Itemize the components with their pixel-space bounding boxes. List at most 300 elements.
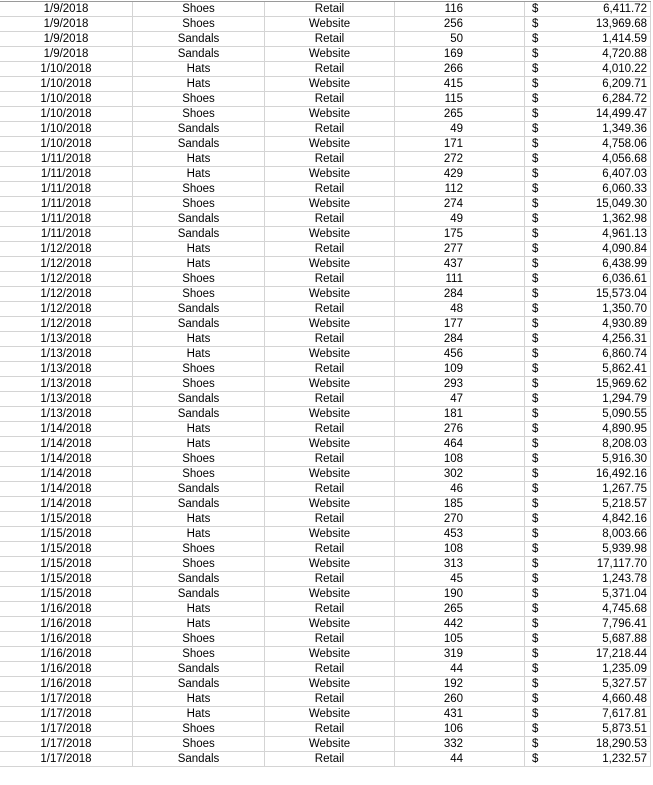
date-cell[interactable]: 1/13/2018 bbox=[0, 407, 133, 421]
date-cell[interactable]: 1/12/2018 bbox=[0, 257, 133, 271]
channel-cell[interactable]: Website bbox=[265, 707, 395, 721]
date-cell[interactable]: 1/12/2018 bbox=[0, 272, 133, 286]
date-cell[interactable]: 1/12/2018 bbox=[0, 287, 133, 301]
date-cell[interactable]: 1/14/2018 bbox=[0, 452, 133, 466]
table-row bbox=[0, 92, 651, 107]
currency-symbol: $ bbox=[532, 468, 539, 480]
product-cell[interactable]: Shoes bbox=[133, 632, 265, 646]
amount-cell[interactable] bbox=[525, 197, 651, 211]
currency-symbol: $ bbox=[532, 633, 539, 645]
units-cell[interactable]: 429 bbox=[395, 167, 525, 181]
date-cell[interactable]: 1/15/2018 bbox=[0, 557, 133, 571]
units-cell[interactable]: 272 bbox=[395, 152, 525, 166]
amount-value: 6,411.72 bbox=[603, 3, 647, 15]
amount-cell[interactable] bbox=[525, 362, 651, 376]
date-cell[interactable]: 1/10/2018 bbox=[0, 62, 133, 76]
units-cell[interactable]: 48 bbox=[395, 302, 525, 316]
units-cell[interactable]: 319 bbox=[395, 647, 525, 661]
amount-cell[interactable] bbox=[525, 137, 651, 151]
channel-cell[interactable]: Website bbox=[265, 557, 395, 571]
product-cell[interactable]: Hats bbox=[133, 602, 265, 616]
amount-cell[interactable] bbox=[525, 227, 651, 241]
amount-cell[interactable] bbox=[525, 512, 651, 526]
product-cell[interactable]: Hats bbox=[133, 527, 265, 541]
amount-cell[interactable] bbox=[525, 17, 651, 31]
units-cell[interactable]: 44 bbox=[395, 662, 525, 676]
product-cell[interactable]: Shoes bbox=[133, 737, 265, 751]
channel-cell[interactable]: Retail bbox=[265, 122, 395, 136]
amount-value: 1,243.78 bbox=[602, 573, 647, 585]
product-cell[interactable]: Hats bbox=[133, 422, 265, 436]
amount-cell[interactable] bbox=[525, 122, 651, 136]
currency-symbol: $ bbox=[532, 213, 539, 225]
amount-cell[interactable] bbox=[525, 737, 651, 751]
product-cell[interactable]: Sandals bbox=[133, 212, 265, 226]
amount-cell[interactable] bbox=[525, 422, 651, 436]
channel-cell[interactable]: Retail bbox=[265, 152, 395, 166]
channel-cell[interactable]: Retail bbox=[265, 92, 395, 106]
product-cell[interactable]: Sandals bbox=[133, 302, 265, 316]
date-cell[interactable]: 1/12/2018 bbox=[0, 317, 133, 331]
amount-value: 4,660.48 bbox=[602, 693, 647, 705]
amount-cell[interactable] bbox=[525, 302, 651, 316]
product-cell[interactable]: Hats bbox=[133, 437, 265, 451]
date-cell[interactable]: 1/14/2018 bbox=[0, 482, 133, 496]
product-cell[interactable]: Shoes bbox=[133, 362, 265, 376]
units-cell[interactable]: 50 bbox=[395, 32, 525, 46]
date-cell[interactable]: 1/15/2018 bbox=[0, 527, 133, 541]
amount-value: 1,235.09 bbox=[602, 663, 647, 675]
units-cell[interactable]: 108 bbox=[395, 452, 525, 466]
date-cell[interactable]: 1/10/2018 bbox=[0, 122, 133, 136]
date-cell[interactable]: 1/16/2018 bbox=[0, 617, 133, 631]
table-row bbox=[0, 122, 651, 137]
product-cell[interactable]: Sandals bbox=[133, 317, 265, 331]
date-cell[interactable]: 1/17/2018 bbox=[0, 722, 133, 736]
amount-cell[interactable] bbox=[525, 722, 651, 736]
date-cell[interactable]: 1/10/2018 bbox=[0, 107, 133, 121]
product-cell[interactable]: Sandals bbox=[133, 32, 265, 46]
channel-cell[interactable]: Website bbox=[265, 77, 395, 91]
channel-cell[interactable]: Retail bbox=[265, 272, 395, 286]
table-row bbox=[0, 227, 651, 242]
amount-cell[interactable] bbox=[525, 377, 651, 391]
table-row bbox=[0, 377, 651, 392]
amount-cell[interactable] bbox=[525, 167, 651, 181]
table-row bbox=[0, 257, 651, 272]
date-cell[interactable]: 1/16/2018 bbox=[0, 647, 133, 661]
date-cell[interactable]: 1/14/2018 bbox=[0, 497, 133, 511]
amount-cell[interactable] bbox=[525, 392, 651, 406]
channel-cell[interactable]: Website bbox=[265, 437, 395, 451]
product-cell[interactable]: Shoes bbox=[133, 467, 265, 481]
date-cell[interactable]: 1/12/2018 bbox=[0, 302, 133, 316]
date-cell[interactable]: 1/9/2018 bbox=[0, 2, 133, 16]
amount-cell[interactable] bbox=[525, 662, 651, 676]
product-cell[interactable]: Shoes bbox=[133, 107, 265, 121]
amount-value: 5,327.57 bbox=[602, 678, 647, 690]
date-cell[interactable]: 1/12/2018 bbox=[0, 242, 133, 256]
product-cell[interactable]: Shoes bbox=[133, 377, 265, 391]
channel-cell[interactable]: Website bbox=[265, 317, 395, 331]
channel-cell[interactable]: Retail bbox=[265, 302, 395, 316]
channel-cell[interactable]: Website bbox=[265, 647, 395, 661]
amount-cell[interactable] bbox=[525, 47, 651, 61]
table-row bbox=[0, 602, 651, 617]
product-cell[interactable]: Shoes bbox=[133, 557, 265, 571]
channel-cell[interactable]: Website bbox=[265, 467, 395, 481]
units-cell[interactable]: 185 bbox=[395, 497, 525, 511]
product-cell[interactable]: Hats bbox=[133, 692, 265, 706]
amount-value: 4,090.84 bbox=[602, 243, 647, 255]
product-cell[interactable]: Hats bbox=[133, 512, 265, 526]
product-cell[interactable]: Sandals bbox=[133, 662, 265, 676]
channel-cell[interactable]: Website bbox=[265, 47, 395, 61]
currency-symbol: $ bbox=[532, 393, 539, 405]
product-cell[interactable]: Shoes bbox=[133, 287, 265, 301]
product-cell[interactable]: Hats bbox=[133, 242, 265, 256]
units-cell[interactable]: 116 bbox=[395, 2, 525, 16]
amount-cell[interactable] bbox=[525, 602, 651, 616]
date-cell[interactable]: 1/16/2018 bbox=[0, 602, 133, 616]
table-row bbox=[0, 182, 651, 197]
amount-cell[interactable] bbox=[525, 152, 651, 166]
product-cell[interactable]: Shoes bbox=[133, 17, 265, 31]
product-cell[interactable]: Shoes bbox=[133, 272, 265, 286]
channel-cell[interactable]: Website bbox=[265, 137, 395, 151]
table-row bbox=[0, 302, 651, 317]
units-cell[interactable]: 260 bbox=[395, 692, 525, 706]
date-cell[interactable]: 1/9/2018 bbox=[0, 32, 133, 46]
units-cell[interactable]: 302 bbox=[395, 467, 525, 481]
table-row bbox=[0, 617, 651, 632]
date-cell[interactable]: 1/13/2018 bbox=[0, 362, 133, 376]
product-cell[interactable]: Hats bbox=[133, 332, 265, 346]
channel-cell[interactable]: Website bbox=[265, 107, 395, 121]
units-cell[interactable]: 169 bbox=[395, 47, 525, 61]
product-cell[interactable]: Shoes bbox=[133, 197, 265, 211]
units-cell[interactable]: 45 bbox=[395, 572, 525, 586]
date-cell[interactable]: 1/15/2018 bbox=[0, 512, 133, 526]
currency-symbol: $ bbox=[532, 273, 539, 285]
units-cell[interactable]: 453 bbox=[395, 527, 525, 541]
units-cell[interactable]: 270 bbox=[395, 512, 525, 526]
product-cell[interactable]: Sandals bbox=[133, 227, 265, 241]
product-cell[interactable]: Shoes bbox=[133, 542, 265, 556]
amount-cell[interactable] bbox=[525, 287, 651, 301]
date-cell[interactable]: 1/9/2018 bbox=[0, 47, 133, 61]
date-cell[interactable]: 1/11/2018 bbox=[0, 152, 133, 166]
currency-symbol: $ bbox=[532, 408, 539, 420]
units-cell[interactable]: 442 bbox=[395, 617, 525, 631]
units-cell[interactable]: 181 bbox=[395, 407, 525, 421]
date-cell[interactable]: 1/10/2018 bbox=[0, 137, 133, 151]
amount-cell[interactable] bbox=[525, 617, 651, 631]
currency-symbol: $ bbox=[532, 498, 539, 510]
channel-cell[interactable]: Website bbox=[265, 407, 395, 421]
channel-cell[interactable]: Website bbox=[265, 227, 395, 241]
channel-cell[interactable]: Retail bbox=[265, 332, 395, 346]
amount-value: 13,969.68 bbox=[595, 18, 647, 30]
channel-cell[interactable]: Website bbox=[265, 17, 395, 31]
amount-value: 6,860.74 bbox=[602, 348, 647, 360]
date-cell[interactable]: 1/16/2018 bbox=[0, 662, 133, 676]
product-cell[interactable]: Sandals bbox=[133, 47, 265, 61]
channel-cell[interactable]: Retail bbox=[265, 662, 395, 676]
channel-cell[interactable]: Retail bbox=[265, 602, 395, 616]
amount-cell[interactable] bbox=[525, 467, 651, 481]
currency-symbol: $ bbox=[532, 543, 539, 555]
product-cell[interactable]: Hats bbox=[133, 152, 265, 166]
amount-cell[interactable] bbox=[525, 482, 651, 496]
currency-symbol: $ bbox=[532, 348, 539, 360]
amount-value: 17,117.70 bbox=[596, 558, 647, 570]
channel-cell[interactable]: Retail bbox=[265, 542, 395, 556]
amount-value: 5,090.55 bbox=[602, 408, 647, 420]
channel-cell[interactable]: Website bbox=[265, 167, 395, 181]
units-cell[interactable]: 44 bbox=[395, 752, 525, 766]
channel-cell[interactable]: Website bbox=[265, 257, 395, 271]
units-cell[interactable]: 47 bbox=[395, 392, 525, 406]
product-cell[interactable]: Sandals bbox=[133, 407, 265, 421]
product-cell[interactable]: Sandals bbox=[133, 122, 265, 136]
units-cell[interactable]: 46 bbox=[395, 482, 525, 496]
units-cell[interactable]: 265 bbox=[395, 602, 525, 616]
units-cell[interactable]: 437 bbox=[395, 257, 525, 271]
units-cell[interactable]: 415 bbox=[395, 77, 525, 91]
amount-value: 15,573.04 bbox=[595, 288, 647, 300]
amount-cell[interactable] bbox=[525, 692, 651, 706]
amount-cell[interactable] bbox=[525, 92, 651, 106]
product-cell[interactable]: Sandals bbox=[133, 482, 265, 496]
channel-cell[interactable]: Website bbox=[265, 527, 395, 541]
product-cell[interactable]: Hats bbox=[133, 347, 265, 361]
date-cell[interactable]: 1/14/2018 bbox=[0, 422, 133, 436]
date-cell[interactable]: 1/17/2018 bbox=[0, 692, 133, 706]
channel-cell[interactable]: Website bbox=[265, 287, 395, 301]
product-cell[interactable]: Hats bbox=[133, 707, 265, 721]
amount-cell[interactable] bbox=[525, 62, 651, 76]
channel-cell[interactable]: Retail bbox=[265, 2, 395, 16]
units-cell[interactable]: 277 bbox=[395, 242, 525, 256]
date-cell[interactable]: 1/16/2018 bbox=[0, 677, 133, 691]
channel-cell[interactable]: Retail bbox=[265, 422, 395, 436]
amount-value: 1,232.57 bbox=[602, 753, 647, 765]
amount-cell[interactable] bbox=[525, 452, 651, 466]
units-cell[interactable]: 192 bbox=[395, 677, 525, 691]
channel-cell[interactable]: Website bbox=[265, 347, 395, 361]
date-cell[interactable]: 1/11/2018 bbox=[0, 182, 133, 196]
units-cell[interactable]: 284 bbox=[395, 287, 525, 301]
date-cell[interactable]: 1/13/2018 bbox=[0, 392, 133, 406]
product-cell[interactable]: Sandals bbox=[133, 752, 265, 766]
amount-cell[interactable] bbox=[525, 542, 651, 556]
units-cell[interactable]: 49 bbox=[395, 122, 525, 136]
channel-cell[interactable]: Retail bbox=[265, 722, 395, 736]
amount-cell[interactable] bbox=[525, 752, 651, 766]
date-cell[interactable]: 1/13/2018 bbox=[0, 377, 133, 391]
channel-cell[interactable]: Website bbox=[265, 197, 395, 211]
product-cell[interactable]: Hats bbox=[133, 257, 265, 271]
amount-cell[interactable] bbox=[525, 527, 651, 541]
table-row bbox=[0, 17, 651, 32]
date-cell[interactable]: 1/14/2018 bbox=[0, 437, 133, 451]
channel-cell[interactable]: Retail bbox=[265, 32, 395, 46]
product-cell[interactable]: Sandals bbox=[133, 587, 265, 601]
amount-cell[interactable] bbox=[525, 347, 651, 361]
date-cell[interactable]: 1/17/2018 bbox=[0, 737, 133, 751]
date-cell[interactable]: 1/10/2018 bbox=[0, 77, 133, 91]
units-cell[interactable]: 49 bbox=[395, 212, 525, 226]
amount-cell[interactable] bbox=[525, 107, 651, 121]
date-cell[interactable]: 1/13/2018 bbox=[0, 347, 133, 361]
units-cell[interactable]: 115 bbox=[395, 92, 525, 106]
units-cell[interactable]: 190 bbox=[395, 587, 525, 601]
units-cell[interactable]: 464 bbox=[395, 437, 525, 451]
amount-value: 16,492.16 bbox=[595, 468, 647, 480]
channel-cell[interactable]: Website bbox=[265, 377, 395, 391]
units-cell[interactable]: 106 bbox=[395, 722, 525, 736]
channel-cell[interactable]: Website bbox=[265, 737, 395, 751]
product-cell[interactable]: Sandals bbox=[133, 137, 265, 151]
amount-cell[interactable] bbox=[525, 257, 651, 271]
amount-cell[interactable] bbox=[525, 497, 651, 511]
amount-cell[interactable] bbox=[525, 317, 651, 331]
table-row bbox=[0, 2, 651, 17]
product-cell[interactable]: Sandals bbox=[133, 677, 265, 691]
amount-cell[interactable] bbox=[525, 32, 651, 46]
channel-cell[interactable]: Retail bbox=[265, 62, 395, 76]
channel-cell[interactable]: Website bbox=[265, 677, 395, 691]
amount-value: 8,003.66 bbox=[602, 528, 647, 540]
amount-cell[interactable] bbox=[525, 77, 651, 91]
units-cell[interactable]: 284 bbox=[395, 332, 525, 346]
table-row bbox=[0, 437, 651, 452]
units-cell[interactable]: 265 bbox=[395, 107, 525, 121]
product-cell[interactable]: Hats bbox=[133, 77, 265, 91]
date-cell[interactable]: 1/11/2018 bbox=[0, 167, 133, 181]
channel-cell[interactable]: Retail bbox=[265, 572, 395, 586]
table-row bbox=[0, 467, 651, 482]
units-cell[interactable]: 431 bbox=[395, 707, 525, 721]
units-cell[interactable]: 293 bbox=[395, 377, 525, 391]
amount-cell[interactable] bbox=[525, 707, 651, 721]
units-cell[interactable]: 108 bbox=[395, 542, 525, 556]
amount-cell[interactable] bbox=[525, 212, 651, 226]
table-row bbox=[0, 32, 651, 47]
units-cell[interactable]: 256 bbox=[395, 17, 525, 31]
amount-cell[interactable] bbox=[525, 242, 651, 256]
units-cell[interactable]: 171 bbox=[395, 137, 525, 151]
units-cell[interactable]: 274 bbox=[395, 197, 525, 211]
amount-cell[interactable] bbox=[525, 407, 651, 421]
date-cell[interactable]: 1/11/2018 bbox=[0, 227, 133, 241]
channel-cell[interactable]: Retail bbox=[265, 752, 395, 766]
date-cell[interactable]: 1/17/2018 bbox=[0, 707, 133, 721]
date-cell[interactable]: 1/17/2018 bbox=[0, 752, 133, 766]
amount-cell[interactable] bbox=[525, 272, 651, 286]
date-cell[interactable]: 1/13/2018 bbox=[0, 332, 133, 346]
channel-cell[interactable]: Retail bbox=[265, 482, 395, 496]
amount-value: 4,745.68 bbox=[602, 603, 647, 615]
amount-value: 1,414.59 bbox=[602, 33, 647, 45]
currency-symbol: $ bbox=[532, 288, 539, 300]
channel-cell[interactable]: Website bbox=[265, 587, 395, 601]
product-cell[interactable]: Shoes bbox=[133, 452, 265, 466]
product-cell[interactable]: Sandals bbox=[133, 392, 265, 406]
currency-symbol: $ bbox=[532, 153, 539, 165]
channel-cell[interactable]: Website bbox=[265, 497, 395, 511]
date-cell[interactable]: 1/15/2018 bbox=[0, 572, 133, 586]
units-cell[interactable]: 276 bbox=[395, 422, 525, 436]
date-cell[interactable]: 1/15/2018 bbox=[0, 587, 133, 601]
date-cell[interactable]: 1/11/2018 bbox=[0, 197, 133, 211]
date-cell[interactable]: 1/11/2018 bbox=[0, 212, 133, 226]
amount-value: 4,010.22 bbox=[602, 63, 647, 75]
amount-cell[interactable] bbox=[525, 647, 651, 661]
product-cell[interactable]: Shoes bbox=[133, 647, 265, 661]
date-cell[interactable]: 1/15/2018 bbox=[0, 542, 133, 556]
channel-cell[interactable]: Website bbox=[265, 617, 395, 631]
table-row bbox=[0, 632, 651, 647]
product-cell[interactable]: Sandals bbox=[133, 497, 265, 511]
date-cell[interactable]: 1/16/2018 bbox=[0, 632, 133, 646]
currency-symbol: $ bbox=[532, 663, 539, 675]
date-cell[interactable]: 1/10/2018 bbox=[0, 92, 133, 106]
table-row bbox=[0, 287, 651, 302]
channel-cell[interactable]: Retail bbox=[265, 452, 395, 466]
units-cell[interactable]: 109 bbox=[395, 362, 525, 376]
channel-cell[interactable]: Retail bbox=[265, 362, 395, 376]
channel-cell[interactable]: Retail bbox=[265, 182, 395, 196]
channel-cell[interactable]: Retail bbox=[265, 632, 395, 646]
channel-cell[interactable]: Retail bbox=[265, 512, 395, 526]
amount-cell[interactable] bbox=[525, 632, 651, 646]
units-cell[interactable]: 313 bbox=[395, 557, 525, 571]
amount-cell[interactable] bbox=[525, 332, 651, 346]
product-cell[interactable]: Shoes bbox=[133, 2, 265, 16]
amount-cell[interactable] bbox=[525, 677, 651, 691]
units-cell[interactable]: 175 bbox=[395, 227, 525, 241]
units-cell[interactable]: 105 bbox=[395, 632, 525, 646]
amount-cell[interactable] bbox=[525, 557, 651, 571]
date-cell[interactable]: 1/9/2018 bbox=[0, 17, 133, 31]
product-cell[interactable]: Hats bbox=[133, 617, 265, 631]
units-cell[interactable]: 266 bbox=[395, 62, 525, 76]
units-cell[interactable]: 111 bbox=[395, 272, 525, 286]
amount-cell[interactable] bbox=[525, 437, 651, 451]
amount-cell[interactable] bbox=[525, 182, 651, 196]
product-cell[interactable]: Hats bbox=[133, 167, 265, 181]
units-cell[interactable]: 112 bbox=[395, 182, 525, 196]
amount-cell[interactable] bbox=[525, 587, 651, 601]
units-cell[interactable]: 456 bbox=[395, 347, 525, 361]
units-cell[interactable]: 177 bbox=[395, 317, 525, 331]
channel-cell[interactable]: Retail bbox=[265, 692, 395, 706]
product-cell[interactable]: Shoes bbox=[133, 182, 265, 196]
channel-cell[interactable]: Retail bbox=[265, 392, 395, 406]
product-cell[interactable]: Hats bbox=[133, 62, 265, 76]
date-cell[interactable]: 1/14/2018 bbox=[0, 467, 133, 481]
amount-cell[interactable] bbox=[525, 572, 651, 586]
channel-cell[interactable]: Retail bbox=[265, 212, 395, 226]
product-cell[interactable]: Shoes bbox=[133, 722, 265, 736]
product-cell[interactable]: Shoes bbox=[133, 92, 265, 106]
channel-cell[interactable]: Retail bbox=[265, 242, 395, 256]
amount-cell[interactable] bbox=[525, 2, 651, 16]
product-cell[interactable]: Sandals bbox=[133, 572, 265, 586]
units-cell[interactable]: 332 bbox=[395, 737, 525, 751]
